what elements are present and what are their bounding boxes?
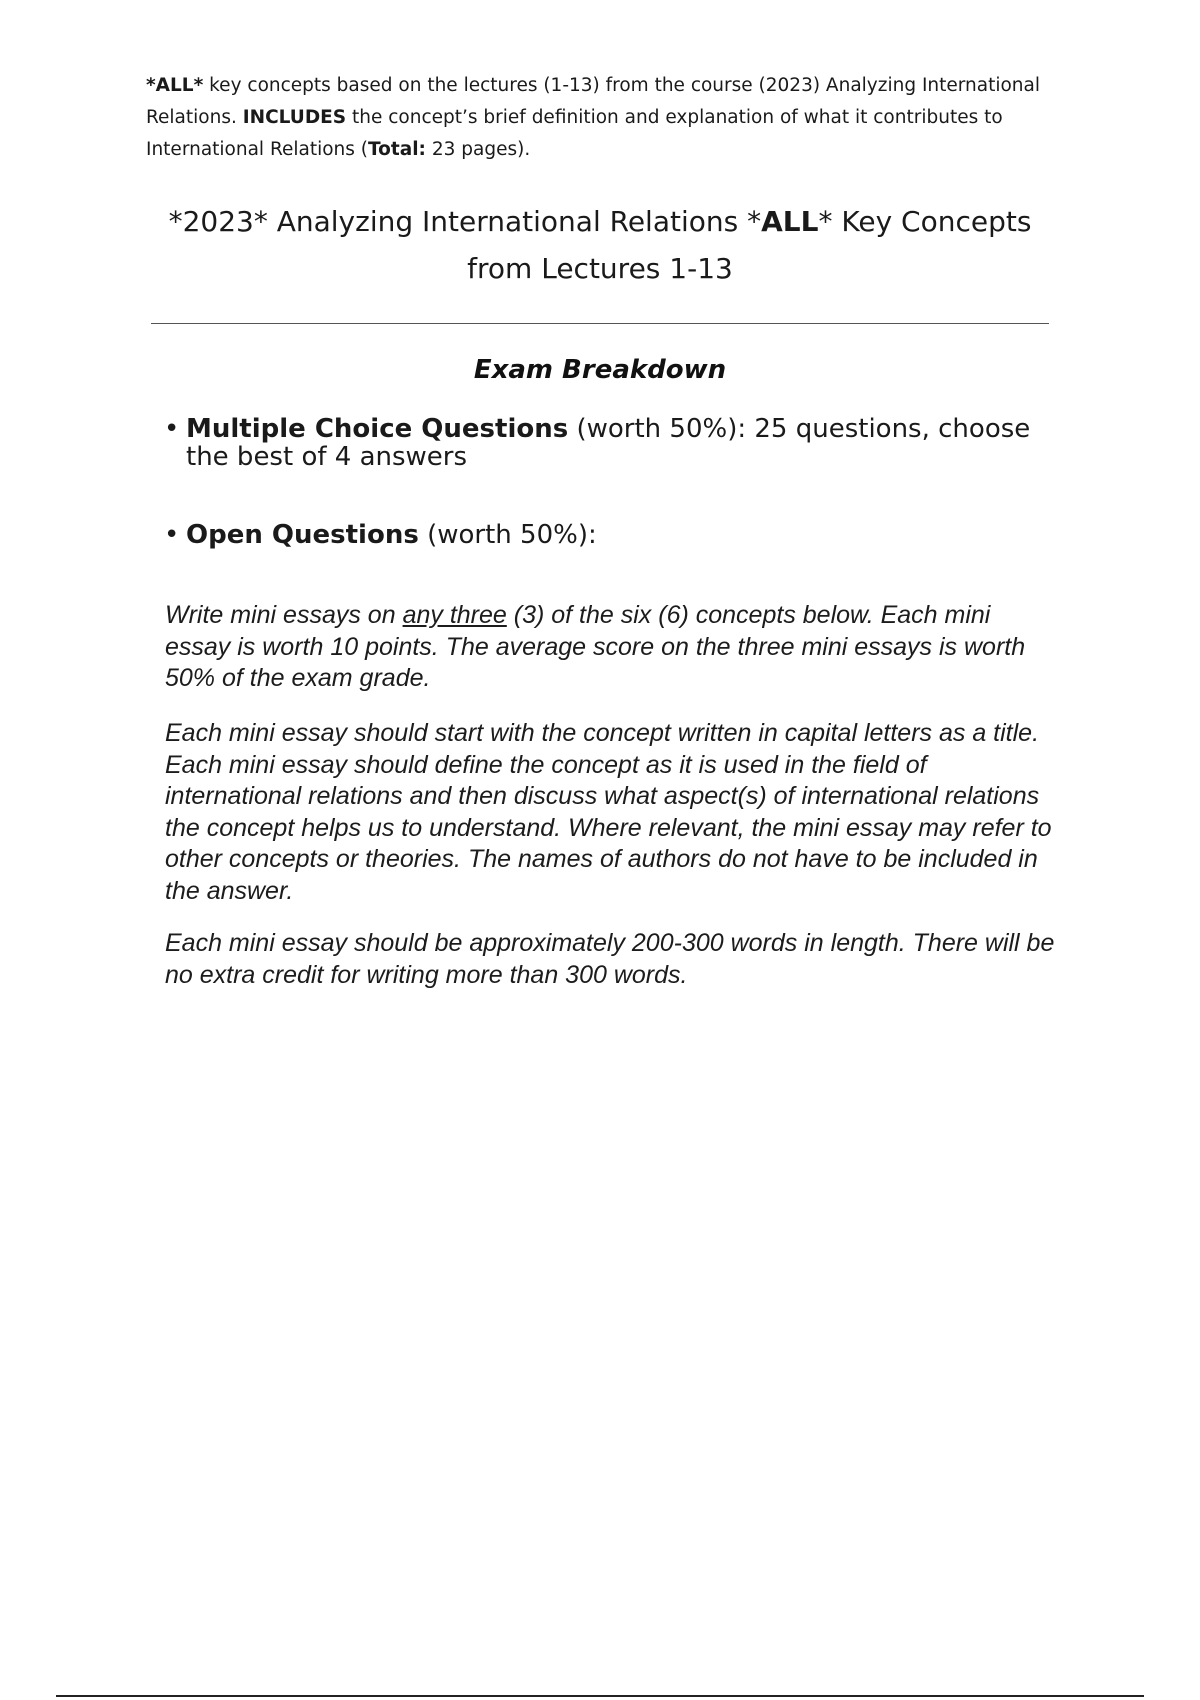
intro-all-emphasis: *ALL* [146,75,204,96]
intro-paragraph [146,70,1046,166]
intro-text-1: key concepts based on the lectures (1-13) from the course (2023) Analyzing International Relations. [146,75,1041,128]
instructions-paragraph-3: Each mini essay should be approximately 200-300 words in length. There will be no extra credit for writing more than 300 words. [165,929,1055,989]
page-bottom-rule [56,1695,1144,1697]
p1-text-before: Write mini essays on [165,601,403,629]
bullet-lead: Multiple Choice Questions [186,414,569,444]
instructions-paragraph-2: Each mini essay should start with the concept written in capital letters as a title. Each mini essay should define the concept as it is used in the field of international relations and then discuss what aspect(s) of international relations the concept helps us to understand. Where relevant, the mini essay may refer to other concepts or theories. The names of authors do not have to be included in the answer. [165,719,1052,905]
p1-underlined-text: any three [402,601,507,629]
bullet-lead: Open Questions [186,520,419,550]
bullet-open-questions [164,521,1044,549]
p1-text-after: (3) of the six (6) concepts below. Each mini essay is worth 10 points. The average score on the three mini essays is worth 50% of the exam grade. [165,601,1026,692]
title-text-1: *2023* Analyzing International Relations * [168,205,762,238]
intro-text-2: the concept’s brief definition and explanation of what it contributes to International Relations ( [146,107,1003,160]
title-all-emphasis: ALL [761,205,819,238]
title-divider [151,323,1049,324]
document-title [140,198,1060,292]
bullet-body [186,415,1044,471]
bullet-multiple-choice [164,415,1044,471]
bullet-rest: (worth 50%): [418,520,597,550]
bullet-marker: • [164,414,180,444]
instructions-paragraph-1 [165,600,1060,695]
bullet-rest: (worth 50%): 25 questions, choose the best of 4 answers [186,414,1031,472]
section-heading: Exam Breakdown [473,355,727,385]
intro-total-label: Total: [368,139,426,160]
bullet-body [186,521,1044,549]
title-text-2: * Key Concepts from Lectures 1-13 [467,205,1032,285]
bullet-marker: • [164,520,180,550]
intro-text-3: 23 pages). [425,139,531,160]
intro-includes-emphasis: INCLUDES [242,107,347,128]
